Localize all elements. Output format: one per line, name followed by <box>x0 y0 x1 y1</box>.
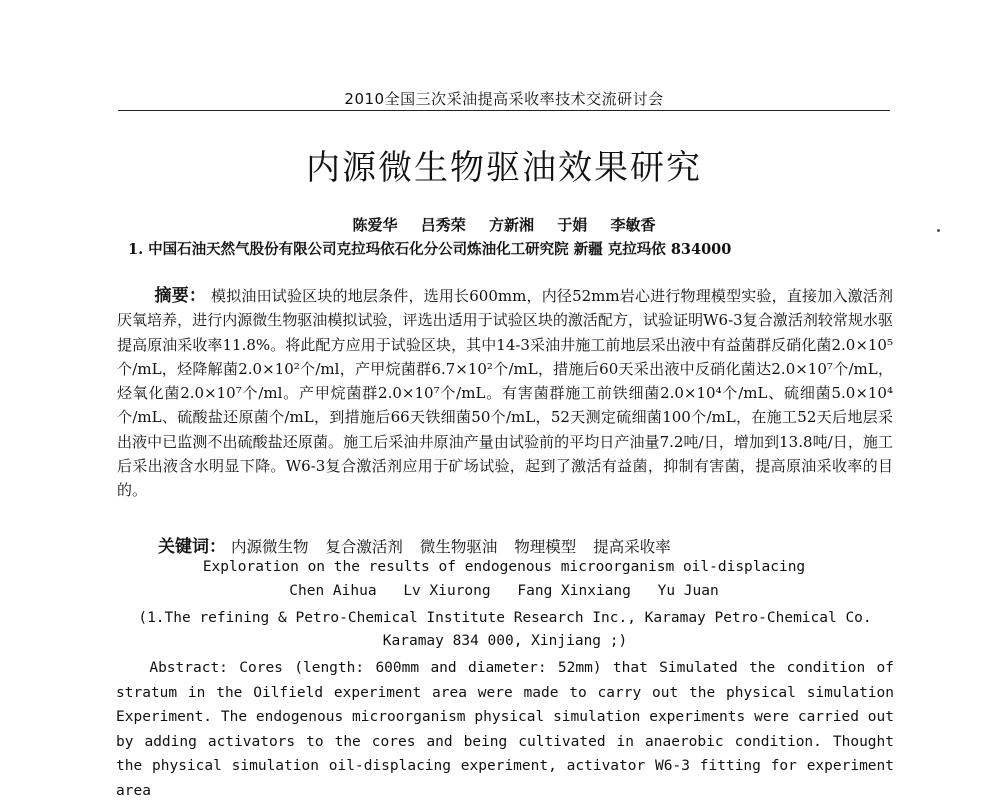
english-author-name: Yu Juan <box>657 583 719 599</box>
author-name: 陈爱华 <box>352 216 398 234</box>
paper-title: 内源微生物驱油效果研究 <box>306 148 702 188</box>
keywords-line <box>158 532 898 557</box>
abstract-label: 摘要： <box>154 286 207 306</box>
english-author-name: Fang Xinxiang <box>517 583 631 599</box>
author-name: 方新湘 <box>488 216 534 234</box>
keyword: 物理模型 <box>514 538 577 556</box>
author-list <box>118 214 890 235</box>
keyword: 微生物驱油 <box>419 538 498 556</box>
affiliation: 1. 中国石油天然气股份有限公司克拉玛依石化分公司炼油化工研究院 新疆 克拉玛依 834000 <box>128 241 732 258</box>
english-affiliation: (1.The refining & Petro-Chemical Institute Research Inc., Karamay Petro-Chemical Co. Karamay 834 000, Xinjiang ;) <box>138 610 872 649</box>
author-name: 吕秀荣 <box>420 216 466 234</box>
english-author-name: Lv Xiurong <box>403 583 491 599</box>
author-name: 于娟 <box>557 216 588 234</box>
keyword: 复合激活剂 <box>325 538 403 556</box>
english-title: Exploration on the results of endogenous microorganism oil-displacing <box>202 559 806 575</box>
scan-speck <box>937 229 940 232</box>
english-author-name: Chen Aihua <box>289 583 377 599</box>
author-name: 李敏香 <box>610 216 656 234</box>
english-author-list <box>118 583 890 599</box>
keyword: 内源微生物 <box>230 538 309 556</box>
english-abstract: Abstract: Cores (length: 600mm and diameter: 52mm) that Simulated the condition of stratum in the Oilfield experiment area were made to carry out the physical simulation Experiment. The endogenous microorganism physical simulation experiments were carried out by adding activators to the cores and being cultivated in anaerobic condition. Thought the physical simulation oil-displacing experiment, activator W6-3 fitting for experiment area <box>116 660 894 799</box>
abstract-cn <box>117 284 893 503</box>
abstract-text: 模拟油田试验区块的地层条件，选用长600mm，内径52mm岩心进行物理模型实验，直接加入激活剂厌氧培养，进行内源微生物驱油模拟试验，评选出适用于试验区块的激活配方，试验证明W6-3复合激活剂较常规水驱提高原油采收率11.8%。将此配方应用于试验区块，其中14-3采油井施工前地层采出液中有益菌群反硝化菌2.0×10⁵个/mL，烃降解菌2.0×10²个/ml，产甲烷菌群6.7×10²个/mL，措施后60天采出液中反硝化菌达2.0×10⁷个/mL，烃氧化菌2.0×10⁷个/ml。产甲烷菌群2.0×10⁷个/mL。有害菌群施工前铁细菌2.0×10⁴个/mL、硫细菌5.0×10⁴个/mL、硫酸盐还原菌个/mL，到措施后66天铁细菌50个/mL，52天测定硫细菌100个/mL，在施工52天后地层采出液中已监测不出硫酸盐还原菌。施工后采油井原油产量由试验前的平均日产油量7.2吨/日，增加到13.8吨/日，施工后采出液含水明显下降。W6-3复合激活剂应用于矿场试验，起到了激活有益菌，抑制有害菌，提高原油采收率的目的。 <box>117 287 894 500</box>
keywords-label: 关键词： <box>158 537 226 557</box>
keyword: 提高采收率 <box>593 538 671 556</box>
running-head: 2010全国三次采油提高采收率技术交流研讨会 <box>344 90 664 108</box>
header-rule <box>118 110 890 111</box>
